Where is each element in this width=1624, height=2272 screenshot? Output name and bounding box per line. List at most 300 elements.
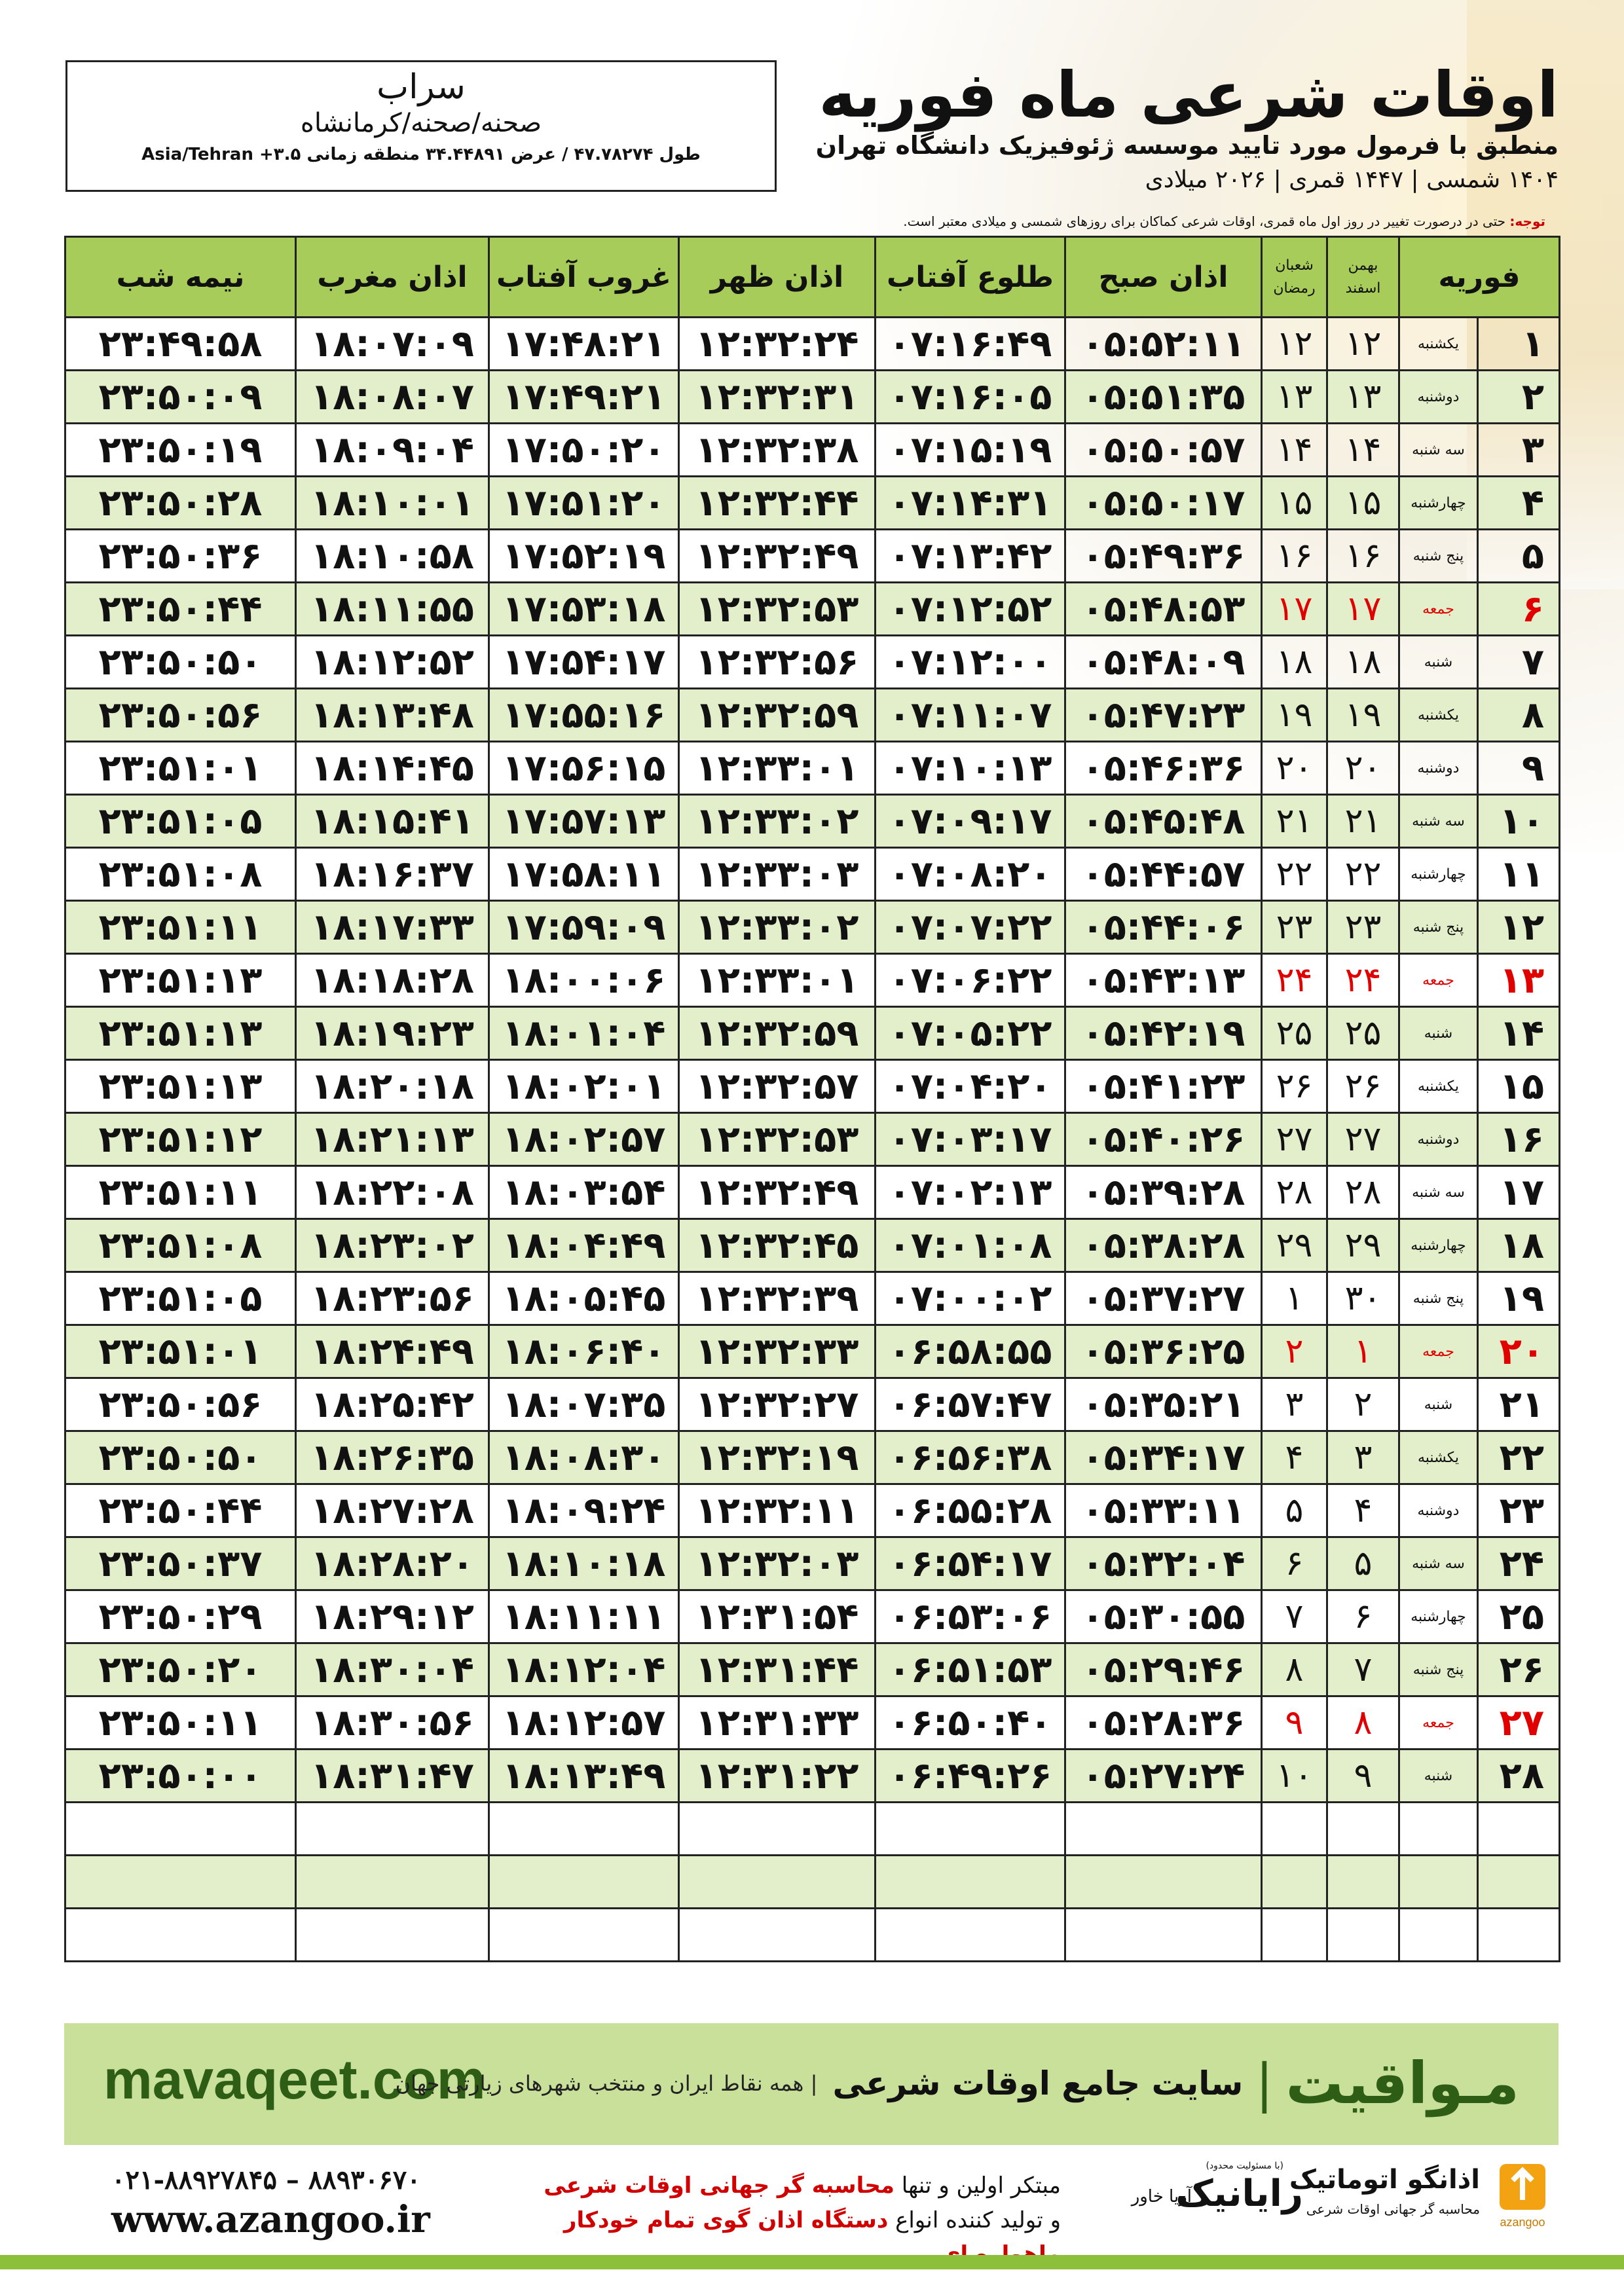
sunrise-time: ۰۶:۴۹:۲۶ [876,1750,1065,1803]
qamari-day: ۳ [1262,1378,1327,1431]
shamsi-day: ۲۰ [1327,742,1399,795]
weekday: دوشنبه [1399,1113,1478,1166]
table-row [65,1166,1560,1219]
weekday: یکشنبه [1399,318,1478,371]
fajr-time: ۰۵:۴۰:۲۶ [1065,1113,1262,1166]
qamari-day: ۵ [1262,1484,1327,1537]
footer-line-1-b: محاسبه گر جهانی اوقات شرعی [544,2172,895,2199]
sunrise-time: ۰۶:۵۵:۲۸ [876,1484,1065,1537]
location-box [65,60,777,192]
footer-line-1 [471,2169,1061,2203]
empty-cell [1399,1909,1478,1962]
header-maghrib: اذان مغرب [296,237,489,318]
qamari-day: ۱۰ [1262,1750,1327,1803]
sunrise-time: ۰۷:۰۷:۲۲ [876,901,1065,954]
shamsi-day: ۶ [1327,1590,1399,1643]
fajr-time: ۰۵:۲۸:۳۶ [1065,1696,1262,1750]
day-number: ۱۰ [1478,795,1560,848]
note [59,213,1545,229]
empty-cell [296,1909,489,1962]
region-name: صحنه/صحنه/کرمانشاه [300,108,542,138]
sunrise-time: ۰۷:۱۰:۱۳ [876,742,1065,795]
day-number: ۱۹ [1478,1272,1560,1325]
header-fajr: اذان صبح [1065,237,1262,318]
weekday: چهارشنبه [1399,1590,1478,1643]
maghrib-time: ۱۸:۱۱:۵۵ [296,583,489,636]
sunrise-time: ۰۷:۰۲:۱۳ [876,1166,1065,1219]
fajr-time: ۰۵:۴۷:۲۳ [1065,689,1262,742]
sunset-time: ۱۸:۰۴:۴۹ [489,1219,679,1272]
maghrib-time: ۱۸:۳۰:۵۶ [296,1696,489,1750]
weekday: چهارشنبه [1399,477,1478,530]
day-number: ۸ [1478,689,1560,742]
midnight-time: ۲۳:۵۰:۵۰ [65,636,296,689]
empty-cell [1478,1856,1560,1909]
maghrib-time: ۱۸:۱۰:۵۸ [296,530,489,583]
empty-cell [65,1803,296,1856]
empty-row [65,1909,1560,1962]
qamari-day: ۲۵ [1262,1007,1327,1060]
day-number: ۲۵ [1478,1590,1560,1643]
qamari-day: ۱۷ [1262,583,1327,636]
table-row [65,1325,1560,1378]
sunrise-time: ۰۷:۰۵:۲۲ [876,1007,1065,1060]
midnight-time: ۲۳:۴۹:۵۸ [65,318,296,371]
table-row [65,424,1560,477]
sunset-time: ۱۸:۱۲:۰۴ [489,1643,679,1696]
city-name: سراب [377,67,466,107]
empty-cell [876,1856,1065,1909]
empty-cell [1399,1803,1478,1856]
weekday: شنبه [1399,1750,1478,1803]
svg-text:azangoo: azangoo [1500,2216,1545,2229]
maghrib-time: ۱۸:۳۰:۰۴ [296,1643,489,1696]
shamsi-day: ۴ [1327,1484,1399,1537]
sunrise-time: ۰۷:۱۶:۰۵ [876,371,1065,424]
midnight-time: ۲۳:۵۱:۰۵ [65,795,296,848]
header-shamsi [1327,237,1399,318]
table-row [65,1007,1560,1060]
note-label: توجه: [1509,213,1545,229]
table-row [65,1537,1560,1590]
empty-cell [1327,1856,1399,1909]
shamsi-day: ۱۹ [1327,689,1399,742]
midnight-time: ۲۳:۵۰:۱۱ [65,1696,296,1750]
sunset-time: ۱۸:۰۶:۴۰ [489,1325,679,1378]
empty-row [65,1856,1560,1909]
sunrise-time: ۰۷:۰۶:۲۲ [876,954,1065,1007]
dhuhr-time: ۱۲:۳۲:۱۹ [679,1431,876,1484]
table-row [65,1696,1560,1750]
azangoo-logo-icon [1486,2161,1559,2233]
qamari-day: ۲۳ [1262,901,1327,954]
fajr-time: ۰۵:۵۱:۳۵ [1065,371,1262,424]
qamari-day: ۱۲ [1262,318,1327,371]
empty-row [65,1803,1560,1856]
header-qamari [1262,237,1327,318]
fajr-time: ۰۵:۴۸:۰۹ [1065,636,1262,689]
brand-name: مـواقیت [1285,2049,1519,2117]
day-number: ۹ [1478,742,1560,795]
site-banner [64,2023,1559,2145]
page-title: اوقات شرعی ماه فوریه [819,58,1559,132]
dhuhr-time: ۱۲:۳۲:۵۷ [679,1060,876,1113]
header-midnight: نیمه شب [65,237,296,318]
qamari-day: ۱۹ [1262,689,1327,742]
qamari-day: ۱۴ [1262,424,1327,477]
sunset-time: ۱۷:۵۱:۲۰ [489,477,679,530]
shamsi-day: ۲۲ [1327,848,1399,901]
fajr-time: ۰۵:۴۸:۵۳ [1065,583,1262,636]
fajr-time: ۰۵:۴۳:۱۳ [1065,954,1262,1007]
empty-cell [1065,1909,1262,1962]
sunset-time: ۱۸:۰۳:۵۴ [489,1166,679,1219]
footer-line-2-b: دستگاه اذان گوی تمام خودکار [563,2207,889,2233]
day-number: ۲۴ [1478,1537,1560,1590]
maghrib-time: ۱۸:۱۲:۵۲ [296,636,489,689]
table-row [65,530,1560,583]
day-number: ۲۶ [1478,1643,1560,1696]
weekday: پنج شنبه [1399,530,1478,583]
empty-cell [489,1909,679,1962]
midnight-time: ۲۳:۵۰:۲۸ [65,477,296,530]
weekday: سه شنبه [1399,1537,1478,1590]
empty-cell [679,1909,876,1962]
shamsi-day: ۲۶ [1327,1060,1399,1113]
empty-cell [1327,1803,1399,1856]
sunset-time: ۱۸:۰۵:۴۵ [489,1272,679,1325]
maghrib-time: ۱۸:۲۶:۳۵ [296,1431,489,1484]
sunset-time: ۱۸:۱۱:۱۱ [489,1590,679,1643]
shamsi-day: ۱۲ [1327,318,1399,371]
dhuhr-time: ۱۲:۳۲:۳۸ [679,424,876,477]
fajr-time: ۰۵:۴۶:۳۶ [1065,742,1262,795]
maghrib-time: ۱۸:۰۸:۰۷ [296,371,489,424]
sunrise-time: ۰۷:۰۳:۱۷ [876,1113,1065,1166]
maghrib-time: ۱۸:۲۳:۰۲ [296,1219,489,1272]
midnight-time: ۲۳:۵۱:۰۱ [65,1325,296,1378]
sunset-time: ۱۷:۵۹:۰۹ [489,901,679,954]
midnight-time: ۲۳:۵۱:۰۵ [65,1272,296,1325]
midnight-time: ۲۳:۵۰:۴۴ [65,1484,296,1537]
dhuhr-time: ۱۲:۳۳:۰۱ [679,954,876,1007]
sunset-time: ۱۷:۵۴:۱۷ [489,636,679,689]
weekday: چهارشنبه [1399,848,1478,901]
table-row [65,901,1560,954]
footer-contact [111,2165,430,2241]
sunset-time: ۱۷:۵۷:۱۳ [489,795,679,848]
sunrise-time: ۰۶:۵۴:۱۷ [876,1537,1065,1590]
dhuhr-time: ۱۲:۳۳:۰۱ [679,742,876,795]
weekday: جمعه [1399,1696,1478,1750]
shamsi-day: ۲۹ [1327,1219,1399,1272]
dhuhr-time: ۱۲:۳۲:۴۵ [679,1219,876,1272]
weekday: چهارشنبه [1399,1219,1478,1272]
qamari-day: ۲۰ [1262,742,1327,795]
shamsi-day: ۱ [1327,1325,1399,1378]
empty-cell [1262,1803,1327,1856]
header-qamari-bottom: رمضان [1273,280,1316,297]
day-number: ۲۱ [1478,1378,1560,1431]
fajr-time: ۰۵:۳۹:۲۸ [1065,1166,1262,1219]
empty-cell [296,1803,489,1856]
fajr-time: ۰۵:۳۶:۲۵ [1065,1325,1262,1378]
maghrib-time: ۱۸:۱۶:۳۷ [296,848,489,901]
weekday: دوشنبه [1399,742,1478,795]
qamari-day: ۲۷ [1262,1113,1327,1166]
weekday: جمعه [1399,954,1478,1007]
bottom-bar [0,2255,1624,2269]
day-number: ۱۵ [1478,1060,1560,1113]
shamsi-day: ۲۸ [1327,1166,1399,1219]
table-row [65,371,1560,424]
day-number: ۵ [1478,530,1560,583]
sunrise-time: ۰۶:۵۸:۵۵ [876,1325,1065,1378]
sunrise-time: ۰۷:۱۴:۳۱ [876,477,1065,530]
maghrib-time: ۱۸:۲۲:۰۸ [296,1166,489,1219]
maghrib-time: ۱۸:۱۰:۰۱ [296,477,489,530]
fajr-time: ۰۵:۵۰:۵۷ [1065,424,1262,477]
qamari-day: ۸ [1262,1643,1327,1696]
dhuhr-time: ۱۲:۳۲:۲۴ [679,318,876,371]
khavar-logo: آریا خاور [1131,2187,1192,2207]
sunset-time: ۱۸:۱۲:۵۷ [489,1696,679,1750]
maghrib-time: ۱۸:۲۴:۴۹ [296,1325,489,1378]
qamari-day: ۱ [1262,1272,1327,1325]
dhuhr-time: ۱۲:۳۲:۰۳ [679,1537,876,1590]
midnight-time: ۲۳:۵۱:۱۳ [65,1060,296,1113]
year-dates: ۱۴۰۴ شمسی | ۱۴۴۷ قمری | ۲۰۲۶ میلادی [1145,166,1559,193]
sunrise-time: ۰۷:۰۴:۲۰ [876,1060,1065,1113]
empty-cell [489,1803,679,1856]
sunset-time: ۱۸:۱۰:۱۸ [489,1537,679,1590]
maghrib-time: ۱۸:۰۹:۰۴ [296,424,489,477]
sunrise-time: ۰۷:۰۰:۰۲ [876,1272,1065,1325]
day-number: ۱۲ [1478,901,1560,954]
day-number: ۶ [1478,583,1560,636]
azangoo-logo-text: اذانگو اتوماتیک [1289,2165,1480,2195]
day-number: ۲۰ [1478,1325,1560,1378]
header-shamsi-bottom: اسفند [1345,280,1381,297]
maghrib-time: ۱۸:۲۱:۱۳ [296,1113,489,1166]
fajr-time: ۰۵:۳۷:۲۷ [1065,1272,1262,1325]
sunrise-time: ۰۷:۰۱:۰۸ [876,1219,1065,1272]
shamsi-day: ۷ [1327,1643,1399,1696]
day-number: ۱۷ [1478,1166,1560,1219]
midnight-time: ۲۳:۵۱:۰۸ [65,848,296,901]
qamari-day: ۲ [1262,1325,1327,1378]
midnight-time: ۲۳:۵۰:۵۶ [65,689,296,742]
shamsi-day: ۱۶ [1327,530,1399,583]
fajr-time: ۰۵:۴۵:۴۸ [1065,795,1262,848]
table-row [65,1431,1560,1484]
day-number: ۱۳ [1478,954,1560,1007]
sunset-time: ۱۷:۵۶:۱۵ [489,742,679,795]
footer-logos [1061,2161,1559,2233]
sunset-time: ۱۷:۴۹:۲۱ [489,371,679,424]
empty-cell [489,1856,679,1909]
shamsi-day: ۵ [1327,1537,1399,1590]
maghrib-time: ۱۸:۰۷:۰۹ [296,318,489,371]
dhuhr-time: ۱۲:۳۲:۵۹ [679,1007,876,1060]
table-row [65,1590,1560,1643]
day-number: ۲۷ [1478,1696,1560,1750]
maghrib-time: ۱۸:۲۷:۲۸ [296,1484,489,1537]
dhuhr-time: ۱۲:۳۲:۳۳ [679,1325,876,1378]
dhuhr-time: ۱۲:۳۲:۵۳ [679,583,876,636]
fajr-time: ۰۵:۳۴:۱۷ [1065,1431,1262,1484]
midnight-time: ۲۳:۵۰:۲۰ [65,1643,296,1696]
table-row [65,954,1560,1007]
day-number: ۳ [1478,424,1560,477]
brand-block [396,2049,1519,2117]
prayer-times-table [64,236,1560,1962]
empty-cell [1262,1856,1327,1909]
day-number: ۲۲ [1478,1431,1560,1484]
day-number: ۴ [1478,477,1560,530]
midnight-time: ۲۳:۵۱:۱۳ [65,954,296,1007]
weekday: سه شنبه [1399,1166,1478,1219]
sunrise-time: ۰۶:۵۶:۳۸ [876,1431,1065,1484]
shamsi-day: ۱۴ [1327,424,1399,477]
sunrise-time: ۰۶:۵۷:۴۷ [876,1378,1065,1431]
weekday: پنج شنبه [1399,1643,1478,1696]
sunrise-time: ۰۷:۱۵:۱۹ [876,424,1065,477]
sunset-time: ۱۸:۰۰:۰۶ [489,954,679,1007]
empty-cell [679,1856,876,1909]
weekday: جمعه [1399,1325,1478,1378]
dhuhr-time: ۱۲:۳۲:۵۹ [679,689,876,742]
table-row [65,1219,1560,1272]
sunset-time: ۱۸:۰۷:۳۵ [489,1378,679,1431]
qamari-day: ۶ [1262,1537,1327,1590]
midnight-time: ۲۳:۵۰:۰۹ [65,371,296,424]
empty-cell [296,1856,489,1909]
table-row [65,848,1560,901]
table-row [65,1060,1560,1113]
fajr-time: ۰۵:۴۱:۲۳ [1065,1060,1262,1113]
empty-cell [1065,1856,1262,1909]
dhuhr-time: ۱۲:۳۱:۲۲ [679,1750,876,1803]
shamsi-day: ۱۳ [1327,371,1399,424]
shamsi-day: ۲ [1327,1378,1399,1431]
site-url[interactable]: mavaqeet.com [103,2049,486,2110]
table-row [65,795,1560,848]
fajr-time: ۰۵:۲۹:۴۶ [1065,1643,1262,1696]
day-number: ۲۸ [1478,1750,1560,1803]
maghrib-time: ۱۸:۳۱:۴۷ [296,1750,489,1803]
weekday: پنج شنبه [1399,901,1478,954]
midnight-time: ۲۳:۵۱:۱۱ [65,901,296,954]
table-row [65,636,1560,689]
shamsi-day: ۱۷ [1327,583,1399,636]
header-sunrise: طلوع آفتاب [876,237,1065,318]
dhuhr-time: ۱۲:۳۱:۳۳ [679,1696,876,1750]
qamari-day: ۱۵ [1262,477,1327,530]
day-number: ۱۸ [1478,1219,1560,1272]
page-subtitle: منطبق با فرمول مورد تایید موسسه ژئوفیزیک دانشگاه تهران [815,130,1559,160]
header-shamsi-top: بهمن [1348,257,1378,274]
midnight-time: ۲۳:۵۱:۱۲ [65,1113,296,1166]
table-row [65,1113,1560,1166]
maghrib-time: ۱۸:۱۷:۳۳ [296,901,489,954]
sunset-time: ۱۷:۵۸:۱۱ [489,848,679,901]
day-number: ۷ [1478,636,1560,689]
sunrise-time: ۰۷:۱۶:۴۹ [876,318,1065,371]
qamari-day: ۲۸ [1262,1166,1327,1219]
footer-line-1-a: مبتکر اولین و تنها [901,2172,1061,2199]
qamari-day: ۲۲ [1262,848,1327,901]
dhuhr-time: ۱۲:۳۳:۰۲ [679,901,876,954]
weekday: جمعه [1399,583,1478,636]
table-row [65,1484,1560,1537]
empty-cell [1327,1909,1399,1962]
header-qamari-top: شعبان [1275,257,1314,274]
sunset-time: ۱۸:۰۱:۰۴ [489,1007,679,1060]
empty-cell [1478,1803,1560,1856]
dhuhr-time: ۱۲:۳۲:۵۶ [679,636,876,689]
sunset-time: ۱۸:۰۸:۳۰ [489,1431,679,1484]
maghrib-time: ۱۸:۱۴:۴۵ [296,742,489,795]
maghrib-time: ۱۸:۲۸:۲۰ [296,1537,489,1590]
dhuhr-time: ۱۲:۳۲:۱۱ [679,1484,876,1537]
shamsi-day: ۸ [1327,1696,1399,1750]
fajr-time: ۰۵:۳۸:۲۸ [1065,1219,1262,1272]
footer-website[interactable]: www.azangoo.ir [111,2198,430,2241]
fajr-time: ۰۵:۴۹:۳۶ [1065,530,1262,583]
dhuhr-time: ۱۲:۳۳:۰۲ [679,795,876,848]
midnight-time: ۲۳:۵۰:۴۴ [65,583,296,636]
brand-separator: | [1255,2053,1274,2114]
midnight-time: ۲۳:۵۱:۱۳ [65,1007,296,1060]
shamsi-day: ۱۸ [1327,636,1399,689]
table-row [65,1750,1560,1803]
shamsi-day: ۳۰ [1327,1272,1399,1325]
dhuhr-time: ۱۲:۳۲:۴۴ [679,477,876,530]
midnight-time: ۲۳:۵۰:۱۹ [65,424,296,477]
title-block [792,58,1559,193]
header-dhuhr: اذان ظهر [679,237,876,318]
empty-cell [65,1856,296,1909]
weekday: سه شنبه [1399,424,1478,477]
midnight-time: ۲۳:۵۰:۳۶ [65,530,296,583]
table-row [65,742,1560,795]
dhuhr-time: ۱۲:۳۳:۰۳ [679,848,876,901]
maghrib-time: ۱۸:۱۳:۴۸ [296,689,489,742]
empty-cell [1065,1803,1262,1856]
empty-cell [876,1803,1065,1856]
weekday: دوشنبه [1399,371,1478,424]
midnight-time: ۲۳:۵۰:۳۷ [65,1537,296,1590]
qamari-day: ۱۸ [1262,636,1327,689]
weekday: شنبه [1399,636,1478,689]
sunset-time: ۱۷:۵۰:۲۰ [489,424,679,477]
fajr-time: ۰۵:۳۵:۲۱ [1065,1378,1262,1431]
brand-subtext: | همه نقاط ایران و منتخب شهرهای زیارتی جهان [395,2070,818,2096]
qamari-day: ۲۹ [1262,1219,1327,1272]
fajr-time: ۰۵:۴۴:۰۶ [1065,901,1262,954]
maghrib-time: ۱۸:۲۵:۴۲ [296,1378,489,1431]
maghrib-time: ۱۸:۱۹:۲۳ [296,1007,489,1060]
maghrib-time: ۱۸:۲۰:۱۸ [296,1060,489,1113]
fajr-time: ۰۵:۵۲:۱۱ [1065,318,1262,371]
qamari-day: ۱۶ [1262,530,1327,583]
sunrise-time: ۰۷:۱۲:۰۰ [876,636,1065,689]
shamsi-day: ۳ [1327,1431,1399,1484]
brand-description: سایت جامع اوقات شرعی [832,2064,1244,2102]
fajr-time: ۰۵:۴۴:۵۷ [1065,848,1262,901]
day-number: ۱۴ [1478,1007,1560,1060]
